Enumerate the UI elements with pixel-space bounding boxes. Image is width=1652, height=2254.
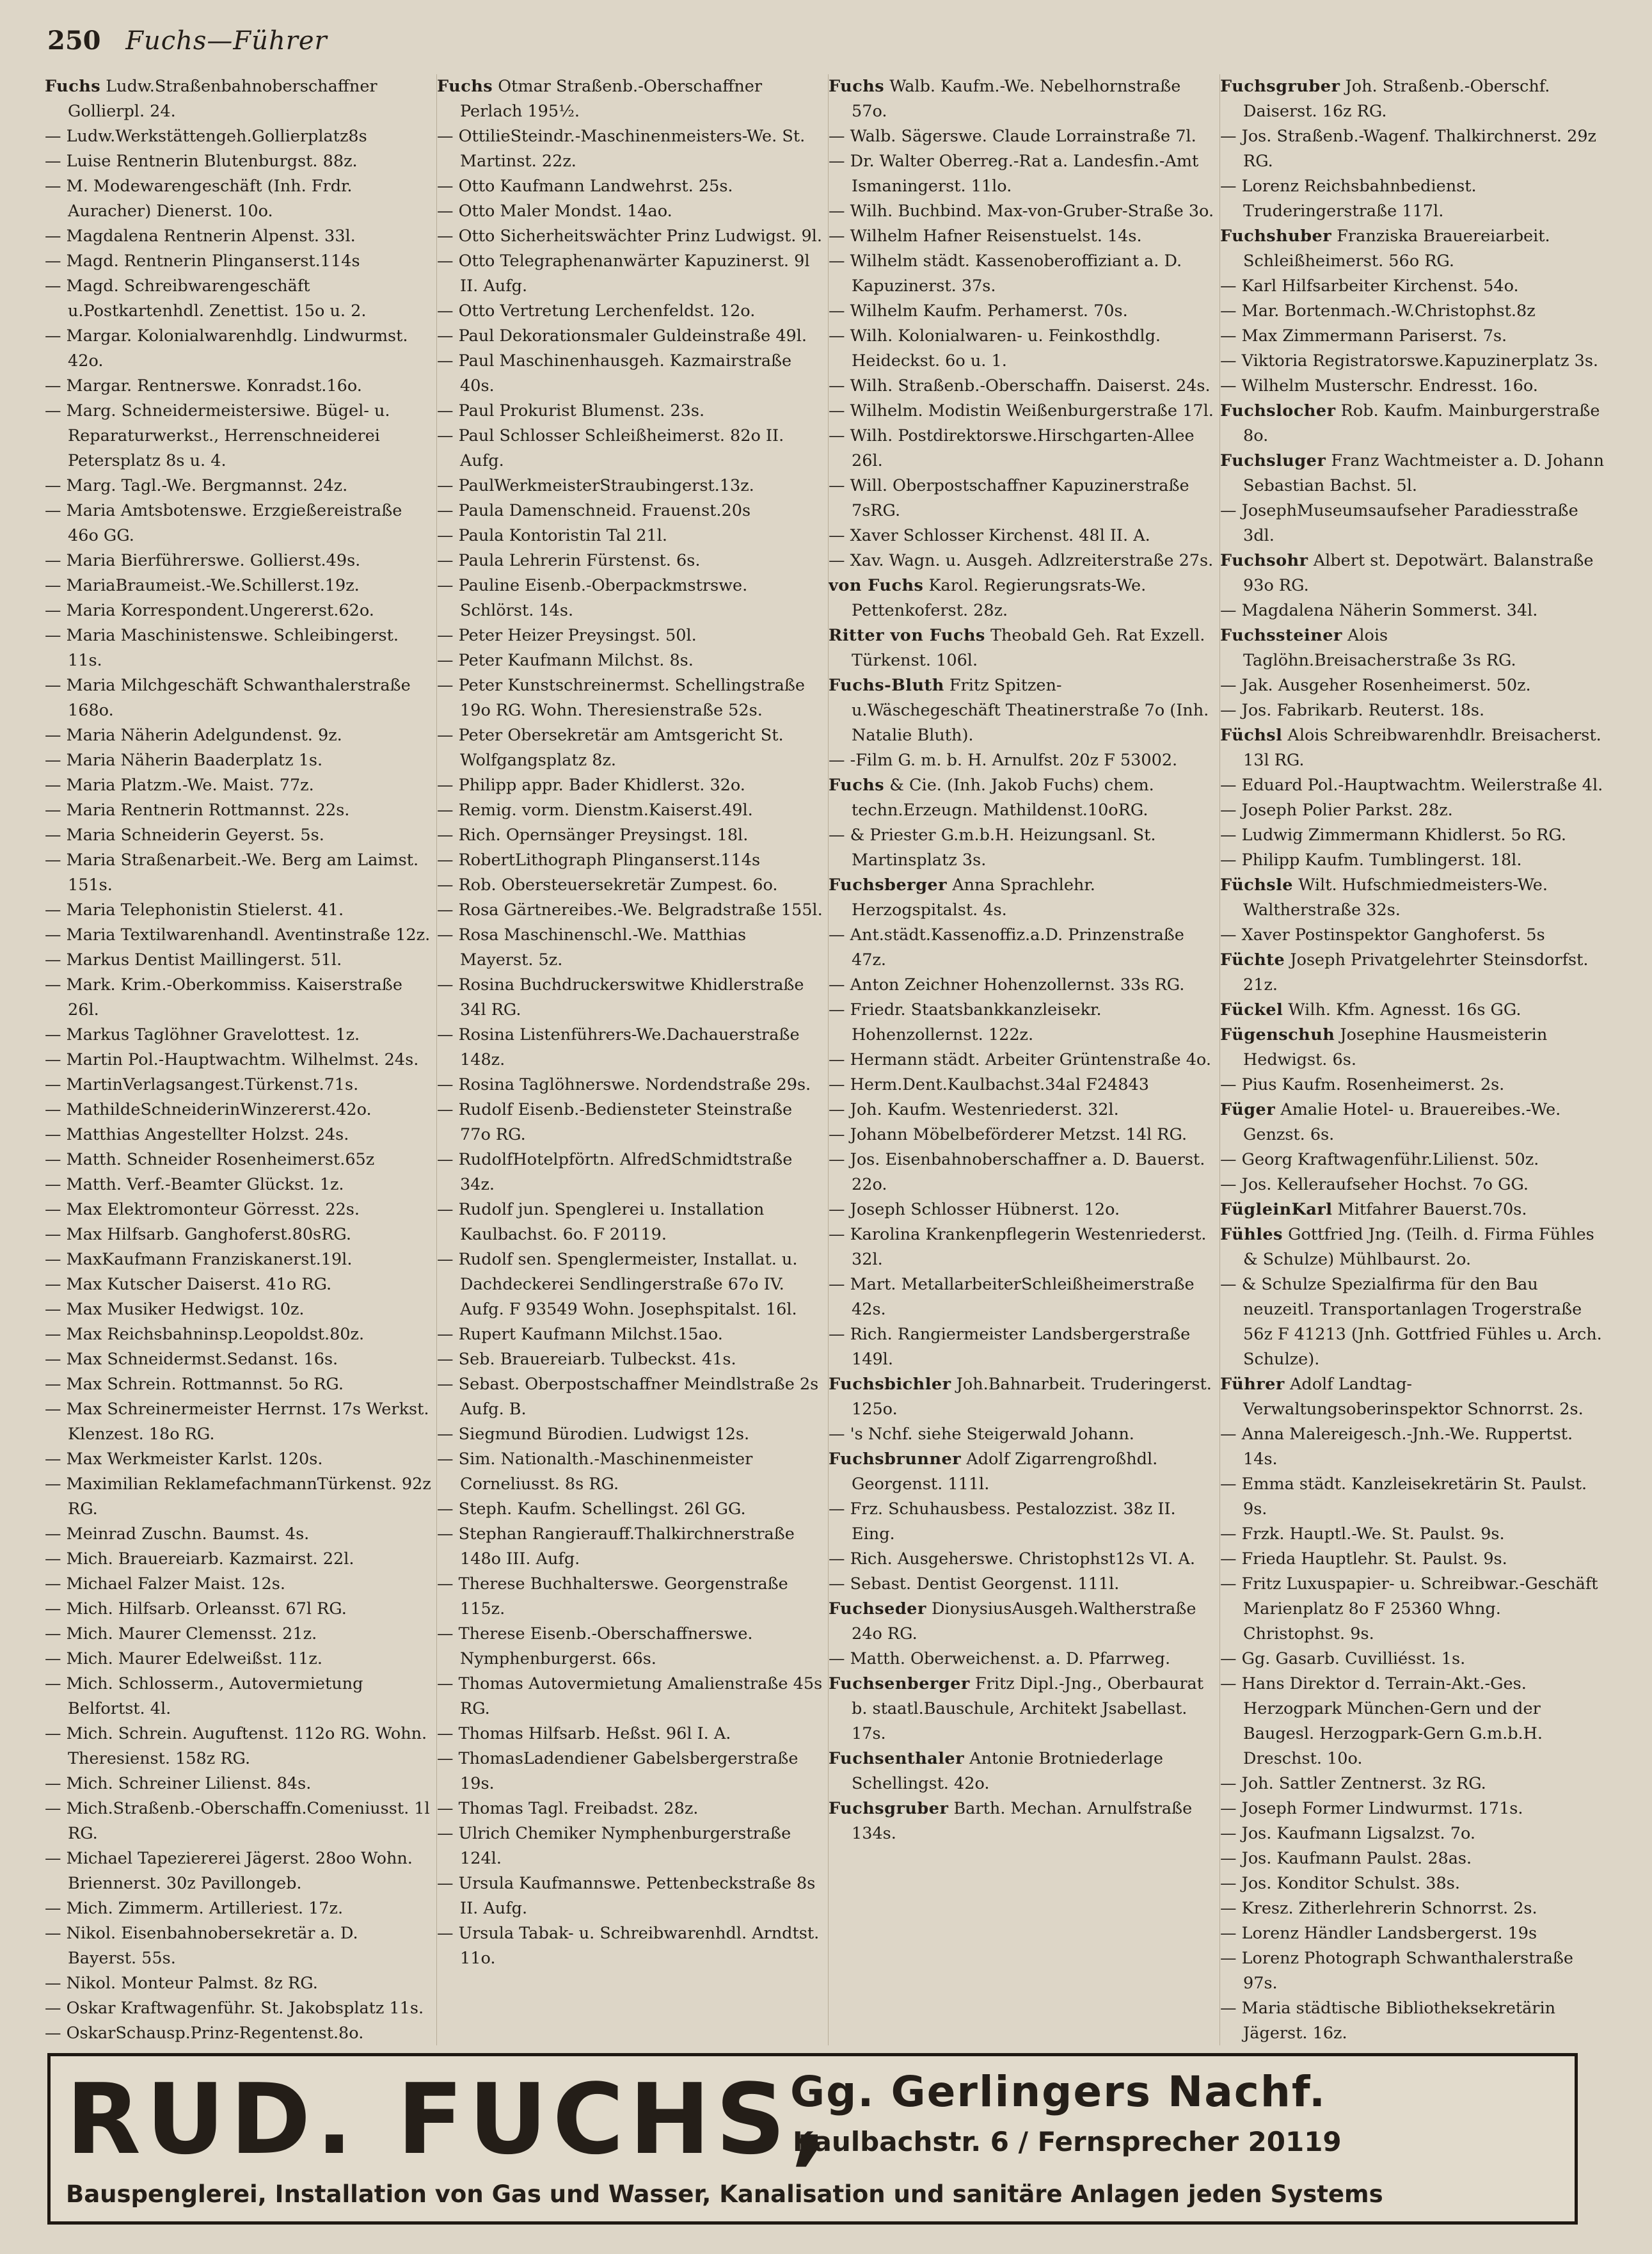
directory-entry: — Lorenz Photograph Schwanthalerstraße 97s. — [1220, 1949, 1574, 1993]
directory-entry: — Wilhelm Hafner Reisenstuelst. 14s. — [829, 227, 1142, 246]
directory-entry: — Pius Kaufm. Rosenheimerst. 2s. — [1220, 1075, 1505, 1094]
directory-column-4 — [1219, 74, 1607, 2045]
directory-entry: — Friedr. Staatsbankkanzleisekr. Hohenzollernst. 122z. — [829, 1000, 1102, 1044]
directory-entry: — Steph. Kaufm. Schellingst. 26l GG. — [437, 1499, 746, 1519]
directory-entry: — MartinVerlagsangest.Türkenst.71s. — [45, 1075, 359, 1094]
directory-entry: — Rudolf Eisenb.-Bediensteter Steinstraße 77o RG. — [437, 1100, 793, 1144]
directory-entry: — Peter Kunstschreinermst. Schellingstraße 19o RG. Wohn. Theresienstraße 52s. — [437, 676, 805, 720]
directory-entry: — Jos. Eisenbahnoberschaffner a. D. Bauerst. 22o. — [829, 1150, 1205, 1194]
directory-entry: — Paul Prokurist Blumenst. 23s. — [437, 401, 705, 420]
directory-entry: — Jos. Konditor Schulst. 38s. — [1220, 1874, 1460, 1893]
directory-entry: — Philipp appr. Bader Khidlerst. 32o. — [437, 776, 745, 795]
directory-entry: — 's Nchf. siehe Steigerwald Johann. — [829, 1425, 1134, 1444]
directory-entry: — Matthias Angestellter Holzst. 24s. — [45, 1125, 349, 1144]
ad-services: Bauspenglerei, Installation von Gas und Wasser, Kanalisation und sanitäre Anlagen jeden Systems — [66, 2180, 1383, 2208]
directory-entry: — Maria städtische Bibliotheksekretärin Jägerst. 16z. — [1220, 1999, 1556, 2043]
directory-entry: — Karolina Krankenpflegerin Westenriederst. 32l. — [829, 1225, 1207, 1269]
directory-entry: Füchsle Wilt. Hufschmiedmeisters-We. Waltherstraße 32s. — [1220, 875, 1548, 920]
directory-entry: Fuchs Walb. Kaufm.-We. Nebelhornstraße 57o. — [829, 77, 1181, 121]
directory-entry: — MaxKaufmann Franziskanerst.19l. — [45, 1250, 353, 1269]
directory-entry: — Paula Lehrerin Fürstenst. 6s. — [437, 551, 701, 570]
directory-entry: Füger Amalie Hotel- u. Brauereibes.-We. Genzst. 6s. — [1220, 1100, 1561, 1144]
directory-entry: — Ursula Tabak- u. Schreibwarenhdl. Arndtst. 11o. — [437, 1924, 820, 1968]
directory-entry: — Magd. Rentnerin Plinganserst.114s — [45, 252, 360, 271]
directory-entry: — Maria Textilwarenhandl. Aventinstraße 12z. — [45, 925, 431, 945]
directory-entry: — Hermann städt. Arbeiter Grüntenstraße 4o. — [829, 1050, 1211, 1069]
directory-entry: — Rosina Taglöhnerswe. Nordendstraße 29s. — [437, 1075, 811, 1094]
directory-entry: — Anna Malereigesch.-Jnh.-We. Ruppertst. 14s. — [1220, 1425, 1573, 1469]
directory-entry: — Thomas Tagl. Freibadst. 28z. — [437, 1799, 699, 1818]
directory-entry: FügleinKarl Mitfahrer Bauerst.70s. — [1220, 1200, 1527, 1219]
directory-entry: — Jak. Ausgeher Rosenheimerst. 50z. — [1220, 676, 1531, 695]
directory-entry: — Rosina Buchdruckerswitwe Khidlerstraße 34l RG. — [437, 975, 804, 1019]
directory-entry: — Markus Dentist Maillingerst. 51l. — [45, 950, 342, 970]
directory-column-1 — [45, 74, 431, 2045]
directory-entry: — Johann Möbelbeförderer Metzst. 14l RG. — [829, 1125, 1187, 1144]
directory-entry: — Rich. Opernsänger Preysingst. 18l. — [437, 826, 749, 845]
directory-entry: — Walb. Sägerswe. Claude Lorrainstraße 7l. — [829, 127, 1196, 146]
directory-entry: — Siegmund Bürodien. Ludwigst 12s. — [437, 1425, 750, 1444]
directory-entry: — Margar. Rentnerswe. Konradst.16o. — [45, 376, 362, 396]
directory-entry: — Ant.städt.Kassenoffiz.a.D. Prinzenstraße 47z. — [829, 925, 1184, 970]
ad-firm-name: RUD. FUCHS, — [66, 2063, 833, 2176]
directory-entry: — Magdalena Näherin Sommerst. 34l. — [1220, 601, 1538, 620]
directory-entry: — Rich. Rangiermeister Landsbergerstraße 149l. — [829, 1325, 1191, 1369]
directory-entry: Fuchs Ludw.Straßenbahnoberschaffner Gollierpl. 24. — [45, 77, 377, 121]
directory-entry: Fuchsgruber Barth. Mechan. Arnulfstraße 134s. — [829, 1799, 1193, 1843]
directory-entry: — Maria Platzm.-We. Maist. 77z. — [45, 776, 314, 795]
directory-entry: Fuchsgruber Joh. Straßenb.-Oberschf. Daiserst. 16z RG. — [1220, 77, 1550, 121]
directory-entry: — Fritz Luxuspapier- u. Schreibwar.-Geschäft Marienplatz 8o F 25360 Whng. Christophst. 9s. — [1220, 1574, 1598, 1643]
directory-entry: — Matth. Schneider Rosenheimerst.65z — [45, 1150, 375, 1169]
directory-entry: Füchte Joseph Privatgelehrter Steinsdorfst. 21z. — [1220, 950, 1589, 995]
directory-entry: — Max Reichsbahninsp.Leopoldst.80z. — [45, 1325, 365, 1344]
directory-entry: — Mich. Hilfsarb. Orleansst. 67l RG. — [45, 1599, 347, 1619]
directory-entry: Fuchsbichler Joh.Bahnarbeit. Truderingerst. 125o. — [829, 1375, 1212, 1419]
directory-entry: — Herm.Dent.Kaulbachst.34al F24843 — [829, 1075, 1149, 1094]
directory-entry: — Martin Pol.-Hauptwachtm. Wilhelmst. 24s. — [45, 1050, 419, 1069]
directory-entry: — Maria Amtsbotenswe. Erzgießereistraße 46o GG. — [45, 501, 402, 545]
directory-entry: — Rosina Listenführers-We.Dachauerstraße 148z. — [437, 1025, 800, 1069]
directory-entry: — Maria Rentnerin Rottmannst. 22s. — [45, 801, 350, 820]
directory-entry: — Mich. Schlosserm., Autovermietung Belfortst. 4l. — [45, 1674, 363, 1718]
directory-entry: — Jos. Fabrikarb. Reuterst. 18s. — [1220, 701, 1485, 720]
directory-entry: — Maria Telephonistin Stielerst. 41. — [45, 900, 344, 920]
directory-entry: — Paul Maschinenhausgeh. Kazmairstraße 40s. — [437, 351, 792, 396]
directory-entry: Führer Adolf Landtag-Verwaltungsoberinspektor Schnorrst. 2s. — [1220, 1375, 1584, 1419]
directory-entry: — Sim. Nationalth.-Maschinenmeister Corneliusst. 8s RG. — [437, 1450, 753, 1494]
directory-entry: von Fuchs Karol. Regierungsrats-We. Pettenkoferst. 28z. — [829, 576, 1147, 620]
directory-entry: — Maria Schneiderin Geyerst. 5s. — [45, 826, 324, 845]
directory-entry: — Mich. Brauereiarb. Kazmairst. 22l. — [45, 1549, 354, 1569]
directory-entry: — Otto Kaufmann Landwehrst. 25s. — [437, 177, 733, 196]
directory-entry: — PaulWerkmeisterStraubingerst.13z. — [437, 476, 754, 495]
directory-entry: — Kresz. Zitherlehrerin Schnorrst. 2s. — [1220, 1899, 1537, 1918]
directory-entry: — Maria Korrespondent.Ungererst.62o. — [45, 601, 374, 620]
directory-entry: — Jos. Kaufmann Paulst. 28as. — [1220, 1849, 1472, 1868]
directory-entry: — Mark. Krim.-Oberkommiss. Kaiserstraße 26l. — [45, 975, 402, 1019]
directory-entry: Fuchs-Bluth Fritz Spitzen- u.Wäschegeschäft Theatinerstraße 7o (Inh. Natalie Bluth). — [829, 676, 1209, 745]
directory-entry: — Wilhelm Kaufm. Perhamerst. 70s. — [829, 301, 1128, 321]
directory-entry: — Otto Vertretung Lerchenfeldst. 12o. — [437, 301, 756, 321]
directory-entry: — Mich. Schreiner Lilienst. 84s. — [45, 1774, 312, 1793]
directory-entry: — Nikol. Monteur Palmst. 8z RG. — [45, 1974, 318, 1993]
directory-entry: — Mich. Maurer Edelweißst. 11z. — [45, 1649, 322, 1668]
directory-entry: — Ludw.Werkstättengeh.Gollierplatz8s — [45, 127, 367, 146]
directory-entry: — Rich. Ausgeherswe. Christophst12s VI. A. — [829, 1549, 1196, 1569]
directory-entry: — M. Modewarengeschäft (Inh. Frdr. Auracher) Dienerst. 10o. — [45, 177, 353, 221]
directory-entry: — Will. Oberpostschaffner Kapuzinerstraße 7sRG. — [829, 476, 1189, 520]
directory-entry: — Mar. Bortenmach.-W.Christophst.8z — [1220, 301, 1536, 321]
directory-entry: — Otto Maler Mondst. 14ao. — [437, 202, 672, 221]
directory-entry: — -Film G. m. b. H. Arnulfst. 20z F 53002. — [829, 751, 1178, 770]
directory-entry: — JosephMuseumsaufseher Paradiesstraße 3dl. — [1220, 501, 1578, 545]
ad-successor: Gg. Gerlingers Nachf. — [790, 2067, 1327, 2116]
directory-entry: — Therese Buchhalterswe. Georgenstraße 115z. — [437, 1574, 788, 1619]
directory-entry: — Michael Tapeziererei Jägerst. 28oo Wohn. Briennerst. 30z Pavillongeb. — [45, 1849, 413, 1893]
directory-entry: — Rosa Maschinenschl.-We. Matthias Mayerst. 5z. — [437, 925, 747, 970]
directory-entry: — Matth. Oberweichenst. a. D. Pfarrweg. — [829, 1649, 1171, 1668]
directory-entry: — Paul Dekorationsmaler Guldeinstraße 49l. — [437, 326, 807, 346]
directory-entry: — Ludwig Zimmermann Khidlerst. 5o RG. — [1220, 826, 1566, 845]
directory-entry: — Marg. Schneidermeistersiwe. Bügel- u. Reparaturwerkst., Herrenschneiderei Petersplatz 8s u. 4. — [45, 401, 390, 470]
directory-entry: — Xaver Schlosser Kirchenst. 48l II. A. — [829, 526, 1150, 545]
directory-entry: — Wilh. Postdirektorswe.Hirschgarten-Allee 26l. — [829, 426, 1195, 470]
directory-entry: — Rosa Gärtnereibes.-We. Belgradstraße 155l. — [437, 900, 823, 920]
directory-entry: — Wilh. Kolonialwaren- u. Feinkosthdlg. Heideckst. 6o u. 1. — [829, 326, 1161, 371]
directory-entry: — Eduard Pol.-Hauptwachtm. Weilerstraße 4l. — [1220, 776, 1603, 795]
directory-entry: — OttilieSteindr.-Maschinenmeisters-We. St. Martinst. 22z. — [437, 127, 806, 171]
directory-entry: — & Schulze Spezialfirma für den Bau neuzeitl. Transportanlagen Trogerstraße 56z F 41213 (Jnh. Gottfried Fühles u. Arch. Schulze). — [1220, 1275, 1602, 1369]
directory-entry: — Nikol. Eisenbahnobersekretär a. D. Bayerst. 55s. — [45, 1924, 358, 1968]
directory-entry: — Peter Heizer Preysingst. 50l. — [437, 626, 697, 645]
page-number: 250 — [47, 26, 101, 56]
directory-entry: — Margar. Kolonialwarenhdlg. Lindwurmst. 42o. — [45, 326, 408, 371]
page-header — [47, 26, 328, 56]
directory-entry: — Wilhelm. Modistin Weißenburgerstraße 17l. — [829, 401, 1214, 420]
directory-entry: Fuchsberger Anna Sprachlehr. Herzogspitalst. 4s. — [829, 875, 1095, 920]
directory-entry: — Ulrich Chemiker Nymphenburgerstraße 124l. — [437, 1824, 791, 1868]
directory-entry: — Joseph Former Lindwurmst. 171s. — [1220, 1799, 1523, 1818]
directory-entry: — Anton Zeichner Hohenzollernst. 33s RG. — [829, 975, 1185, 995]
directory-entry: — Thomas Autovermietung Amalienstraße 45s RG. — [437, 1674, 823, 1718]
directory-entry: — Philipp Kaufm. Tumblingerst. 18l. — [1220, 851, 1522, 870]
directory-entry: Fuchshuber Franziska Brauereiarbeit. Schleißheimerst. 56o RG. — [1220, 227, 1550, 271]
directory-entry: — RobertLithograph Plinganserst.114s — [437, 851, 761, 870]
directory-entry: — Max Schneidermst.Sedanst. 16s. — [45, 1350, 338, 1369]
directory-entry: — Max Schrein. Rottmannst. 5o RG. — [45, 1375, 344, 1394]
directory-entry: — Michael Falzer Maist. 12s. — [45, 1574, 285, 1594]
directory-entry: — Peter Obersekretär am Amtsgericht St. Wolfgangsplatz 8z. — [437, 726, 784, 770]
directory-entry: — Maria Straßenarbeit.-We. Berg am Laimst. 151s. — [45, 851, 419, 895]
directory-entry: — Wilhelm Musterschr. Endresst. 16o. — [1220, 376, 1538, 396]
running-title: Fuchs—Führer — [125, 26, 328, 56]
directory-entry: — Luise Rentnerin Blutenburgst. 88z. — [45, 152, 358, 171]
directory-entry: — Paula Kontoristin Tal 21l. — [437, 526, 668, 545]
directory-entry: — Maximilian ReklamefachmannTürkenst. 92z RG. — [45, 1475, 431, 1519]
directory-entry: — Georg Kraftwagenführ.Lilienst. 50z. — [1220, 1150, 1539, 1169]
directory-entry: — Jos. Kaufmann Ligsalzst. 7o. — [1220, 1824, 1475, 1843]
directory-entry: Fuchs & Cie. (Inh. Jakob Fuchs) chem. techn.Erzeugn. Mathildenst.10oRG. — [829, 776, 1154, 820]
directory-entry: — Paula Damenschneid. Frauenst.20s — [437, 501, 751, 520]
directory-entry: — Mich. Zimmerm. Artilleriest. 17z. — [45, 1899, 344, 1918]
directory-entry: — Mart. MetallarbeiterSchleißheimerstraße 42s. — [829, 1275, 1195, 1319]
directory-entry: Fügenschuh Josephine Hausmeisterin Hedwigst. 6s. — [1220, 1025, 1548, 1069]
directory-entry: — Hans Direktor d. Terrain-Akt.-Ges. Herzogpark München-Gern und der Baugesl. Herzogpark-Gern G.m.b.H. Dreschst. 10o. — [1220, 1674, 1543, 1768]
directory-entry: Fuchslocher Rob. Kaufm. Mainburgerstraße 8o. — [1220, 401, 1600, 445]
directory-entry: — Pauline Eisenb.-Oberpackmstrswe. Schlörst. 14s. — [437, 576, 748, 620]
directory-entry: Fuchsenthaler Antonie Brotniederlage Schellingst. 42o. — [829, 1749, 1163, 1793]
directory-entry: — Thomas Hilfsarb. Heßst. 96l I. A. — [437, 1724, 731, 1743]
directory-entry: — Xaver Postinspektor Ganghoferst. 5s — [1220, 925, 1545, 945]
directory-entry: — Maria Maschinistenswe. Schleibingerst. 11s. — [45, 626, 399, 670]
directory-entry: — Maria Bierführerswe. Gollierst.49s. — [45, 551, 361, 570]
directory-entry: — Paul Schlosser Schleißheimerst. 82o II. Aufg. — [437, 426, 784, 470]
directory-entry: — ThomasLadendiener Gabelsbergerstraße 19s. — [437, 1749, 798, 1793]
directory-entry: — Rudolf sen. Spenglermeister, Installat. u. Dachdeckerei Sendlingerstraße 67o IV. Aufg. F 93549 Wohn. Josephspitalst. 16l. — [437, 1250, 798, 1319]
directory-entry: — Matth. Verf.-Beamter Glückst. 1z. — [45, 1175, 344, 1194]
directory-entry: — Seb. Brauereiarb. Tulbeckst. 41s. — [437, 1350, 736, 1369]
directory-entry: — Markus Taglöhner Gravelottest. 1z. — [45, 1025, 360, 1044]
directory-entry: Fuchsenberger Fritz Dipl.-Jng., Oberbaurat b. staatl.Bauschule, Architekt Jsabellast. 17s. — [829, 1674, 1203, 1743]
directory-entry: — Meinrad Zuschn. Baumst. 4s. — [45, 1524, 310, 1544]
directory-entry: — Otto Telegraphenanwärter Kapuzinerst. 9l II. Aufg. — [437, 252, 810, 296]
directory-entry: — Marg. Tagl.-We. Bergmannst. 24z. — [45, 476, 348, 495]
directory-entry: — Magd. Schreibwarengeschäft u.Postkartenhdl. Zenettist. 15o u. 2. — [45, 276, 367, 321]
directory-entry: — Peter Kaufmann Milchst. 8s. — [437, 651, 694, 670]
directory-entry: — Max Schreinermeister Herrnst. 17s Werkst. Klenzest. 18o RG. — [45, 1400, 429, 1444]
directory-entry: — RudolfHotelpförtn. AlfredSchmidtstraße 34z. — [437, 1150, 793, 1194]
directory-entry: Fuchsohr Albert st. Depotwärt. Balanstraße 93o RG. — [1220, 551, 1594, 595]
directory-entry: — Frz. Schuhausbess. Pestalozzist. 38z II. Eing. — [829, 1499, 1176, 1544]
directory-entry: — Magdalena Rentnerin Alpenst. 33l. — [45, 227, 356, 246]
directory-entry: — Xav. Wagn. u. Ausgeh. Adlzreiterstraße 27s. — [829, 551, 1214, 570]
directory-entry: — Wilhelm städt. Kassenoberoffiziant a. D. Kapuzinerst. 37s. — [829, 252, 1182, 296]
directory-entry: — Mich.Straßenb.-Oberschaffn.Comeniusst. 1l RG. — [45, 1799, 430, 1843]
directory-entry: — Dr. Walter Oberreg.-Rat a. Landesfin.-Amt Ismaningerst. 11lo. — [829, 152, 1199, 196]
directory-entry: — OskarSchausp.Prinz-Regentenst.8o. — [45, 2024, 364, 2043]
directory-entry: — Lorenz Händler Landsbergerst. 19s — [1220, 1924, 1537, 1943]
directory-entry: Fuchsbrunner Adolf Zigarrengroßhdl. Georgenst. 111l. — [829, 1450, 1158, 1494]
directory-entry: — Max Zimmermann Pariserst. 7s. — [1220, 326, 1507, 346]
directory-entry: — MariaBraumeist.-We.Schillerst.19z. — [45, 576, 360, 595]
directory-entry: — Remig. vorm. Dienstm.Kaiserst.49l. — [437, 801, 753, 820]
directory-entry: — Mich. Maurer Clemensst. 21z. — [45, 1624, 317, 1643]
directory-entry: — Karl Hilfsarbeiter Kirchenst. 54o. — [1220, 276, 1519, 296]
directory-entry: — Wilh. Straßenb.-Oberschaffn. Daiserst. 24s. — [829, 376, 1211, 396]
directory-entry: — Stephan Rangierauff.Thalkirchnerstraße 148o III. Aufg. — [437, 1524, 795, 1569]
directory-entry: — Otto Sicherheitswächter Prinz Ludwigst. 9l. — [437, 227, 822, 246]
directory-entry: — Maria Milchgeschäft Schwanthalerstraße 168o. — [45, 676, 411, 720]
directory-entry: — Oskar Kraftwagenführ. St. Jakobsplatz 11s. — [45, 1999, 424, 2018]
directory-entry: Fuchsluger Franz Wachtmeister a. D. Johann Sebastian Bachst. 5l. — [1220, 451, 1605, 495]
directory-entry: — Joh. Sattler Zentnerst. 3z RG. — [1220, 1774, 1486, 1793]
directory-entry: — & Priester G.m.b.H. Heizungsanl. St. Martinsplatz 3s. — [829, 826, 1156, 870]
directory-entry: — Frieda Hauptlehr. St. Paulst. 9s. — [1220, 1549, 1507, 1569]
directory-entry: — Max Werkmeister Karlst. 120s. — [45, 1450, 323, 1469]
directory-entry: — Therese Eisenb.-Oberschaffnerswe. Nymphenburgerst. 66s. — [437, 1624, 753, 1668]
directory-column-2 — [436, 74, 823, 2045]
directory-entry: — Rob. Obersteuersekretär Zumpest. 6o. — [437, 875, 778, 895]
directory-entry: — Mich. Schrein. Auguftenst. 112o RG. Wohn. Theresienst. 158z RG. — [45, 1724, 427, 1768]
directory-entry: — Max Elektromonteur Görresst. 22s. — [45, 1200, 360, 1219]
directory-columns — [45, 74, 1606, 2045]
directory-entry: — Maria Näherin Baaderplatz 1s. — [45, 751, 323, 770]
directory-entry: — Joseph Polier Parkst. 28z. — [1220, 801, 1453, 820]
directory-entry: — Emma städt. Kanzleisekretärin St. Paulst. 9s. — [1220, 1475, 1587, 1519]
directory-entry: Fückel Wilh. Kfm. Agnesst. 16s GG. — [1220, 1000, 1521, 1019]
directory-entry: Füchsl Alois Schreibwarenhdlr. Breisacherst. 13l RG. — [1220, 726, 1601, 770]
directory-entry: Fühles Gottfried Jng. (Teilh. d. Firma Fühles & Schulze) Mühlbaurst. 2o. — [1220, 1225, 1594, 1269]
directory-entry: — Rupert Kaufmann Milchst.15ao. — [437, 1325, 723, 1344]
ad-address: Kaulbachstr. 6 / Fernsprecher 20119 — [793, 2126, 1342, 2157]
directory-entry: Fuchseder DionysiusAusgeh.Waltherstraße 24o RG. — [829, 1599, 1196, 1643]
directory-entry: — MathildeSchneiderinWinzererst.42o. — [45, 1100, 372, 1119]
advertisement — [47, 2053, 1578, 2225]
directory-entry: Ritter von Fuchs Theobald Geh. Rat Exzell. Türkenst. 106l. — [829, 626, 1205, 670]
directory-entry: — Max Musiker Hedwigst. 10z. — [45, 1300, 305, 1319]
directory-entry: — Maria Näherin Adelgundenst. 9z. — [45, 726, 342, 745]
directory-entry: Fuchs Otmar Straßenb.-Oberschaffner Perlach 195½. — [437, 77, 763, 121]
directory-entry: — Joseph Schlosser Hübnerst. 12o. — [829, 1200, 1120, 1219]
directory-entry: — Max Kutscher Daiserst. 41o RG. — [45, 1275, 332, 1294]
directory-entry: — Frzk. Hauptl.-We. St. Paulst. 9s. — [1220, 1524, 1505, 1544]
directory-entry: — Joh. Kaufm. Westenriederst. 32l. — [829, 1100, 1119, 1119]
directory-entry: — Max Hilfsarb. Ganghoferst.80sRG. — [45, 1225, 351, 1244]
directory-entry: Fuchssteiner Alois Taglöhn.Breisacherstraße 3s RG. — [1220, 626, 1516, 670]
directory-entry: — Jos. Kelleraufseher Hochst. 7o GG. — [1220, 1175, 1529, 1194]
directory-entry: — Sebast. Oberpostschaffner Meindlstraße 2s Aufg. B. — [437, 1375, 819, 1419]
directory-entry: — Sebast. Dentist Georgenst. 111l. — [829, 1574, 1120, 1594]
directory-entry: — Gg. Gasarb. Cuvilliésst. 1s. — [1220, 1649, 1466, 1668]
directory-entry: — Lorenz Reichsbahnbedienst. Truderingerstraße 117l. — [1220, 177, 1477, 221]
directory-column-3 — [828, 74, 1215, 2045]
directory-entry: — Viktoria Registratorswe.Kapuzinerplatz 3s. — [1220, 351, 1599, 371]
directory-entry: — Wilh. Buchbind. Max-von-Gruber-Straße 3o. — [829, 202, 1214, 221]
directory-entry: — Ursula Kaufmannswe. Pettenbeckstraße 8s II. Aufg. — [437, 1874, 816, 1918]
directory-entry: — Jos. Straßenb.-Wagenf. Thalkirchnerst. 29z RG. — [1220, 127, 1596, 171]
directory-entry: — Rudolf jun. Spenglerei u. Installation Kaulbachst. 6o. F 20119. — [437, 1200, 765, 1244]
